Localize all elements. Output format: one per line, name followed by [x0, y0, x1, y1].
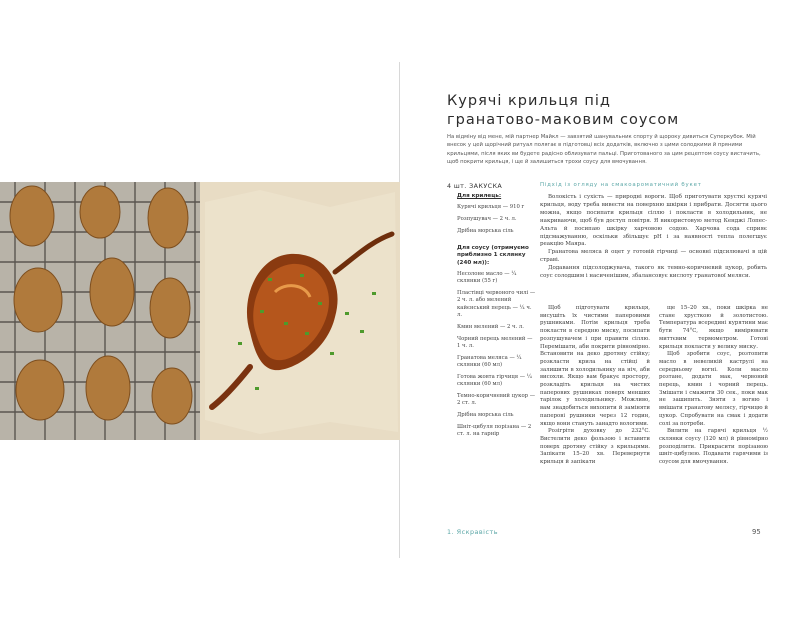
food-photo: [0, 182, 400, 440]
serving-info: 4 шт. ЗАКУСКА: [447, 182, 503, 190]
title-line-1: Курячі крильця під: [447, 93, 611, 109]
ingredient-item: Дрібна морська сіль: [457, 228, 514, 234]
ingredient-item: Темно-коричневий цукор — 2 ст. л.: [457, 392, 536, 407]
lead-paragraph: Гранатова меляса й оцет у готовій гірчиці — основні підсилювачі в цій страві.: [540, 249, 767, 264]
ingredient-item: Шніт-цибуля порізана — 2 ст. л. на гарнір: [457, 423, 532, 438]
chicken-wings-image: [0, 182, 400, 440]
method-column-1: [540, 305, 650, 467]
section-subhead: Підхід із огляду на смакоароматичний букет: [540, 182, 702, 188]
chapter-footer: 1. Яскравість: [447, 528, 498, 536]
ingredient-item: Несолоне масло — ¼ склянки (55 г): [457, 271, 517, 285]
ingredient-item: Чорний перець мелений — 1 ч. л.: [457, 335, 533, 349]
method-paragraph: Щоб підготувати крильця, висушіть їх чистими паперовими рушниками. Потім крильця треба покласти в середню миску, посипати розпушувачем і при правити сіллю. Перемішати, аби покрити рівномірно. Встановити на деко дротяну стійку; розкласти крила на стійці й залишити в холодильнику на ніч, аби висохли. Якщо вам бракує простору, розкладіть крильця на чистих паперових рушниках поверх менших тарілок у холодильнику. Можливо, вам знадобиться вихопити й заміняти паперові рушники через 12 годин, якщо вони стануть занадто вологими.: [540, 305, 650, 427]
ingredients-group-sauce: Для соусу (отримуємо приблизно 1 склянку (240 мл)):: [457, 244, 529, 266]
method-paragraph: ще 15–20 хв., поки шкірка не стане хрусткою й золотистою. Температура всередині курятини має бути 74°C, якщо вимірювати миттєвим термометром. Готові крильця покласти у велику миску.: [659, 305, 768, 350]
lead-paragraph: Волокість і сухість — природні вороги. Щоб приготувати хрусткі курячі крильця, воду треба вивести на поверхню шкірки і прибрати. Досягти цього можна, якщо посипати крильця сіллю і покласти в холодильник, не накриваючи, щоб був доступ повітря. Я використовую метод Кенджі Лопес-Альта й посипаю шкірку харчовою содою. Харчова сода сприяє підсмажуванню, оскільки збільшує pH і за наявності тепла полегшує реакцію Маяра.: [540, 194, 767, 248]
method-paragraph: Вилити на гарячі крильця ½ склянки соусу (120 мл) й рівномірно розподілити. Прикрасити порізаною шніт-цибулею. Подавати гарячими із соусом для вмочування.: [659, 428, 768, 466]
title-line-2: гранатово-маковим соусом: [447, 112, 680, 128]
lead-text: [540, 194, 767, 281]
ingredient-item: Готова жовта гірчиця — ¼ склянки (60 мл): [457, 373, 532, 388]
recipe-intro: На відміну від мене, мій партнер Майкл — завзятий шанувальник спорту й щороку дивиться Суперкубок. Мій внесок у цей щорічний ритуал полягає в підготовці всіх додатків, включно з цими солодкими й пряними крильцями, після яких ви будете радісно облизувати пальці. Приготованого за цим рецептом соусу вистачить, щоб покрити крильця, і ще й залишиться трохи соусу для вмочування.: [447, 134, 761, 166]
method-column-2: [659, 305, 768, 467]
ingredients-group-wings: Для крилець:: [457, 193, 502, 199]
ingredient-item: Пластівці червоного чилі — 2 ч. л. або мелений кайєнський перець — ¼ ч. л.: [457, 290, 536, 318]
method-paragraph: Розігріти духовку до 232°C. Вистелити деко фользою і вставити поверх дротяну стійку з крильцями. Запікати 15–20 хв. Перевернути крильця й запікати: [540, 428, 650, 466]
ingredient-item: Розпушувач — 2 ч. л.: [457, 216, 517, 223]
method-paragraph: Щоб зробити соус, розтопити масло в невеликій каструлі на середньому вогні. Коли масло розтане, додати мак, червоний перець, кмин і чорний перець. Змішати і смажити 30 сек., поки мак не зашипить. Зняти з вогню і вмішати гранатову мелясу, гірчицю й цукор. Спробувати на смак і додати солі за потреби.: [659, 351, 768, 427]
recipe-title: [447, 92, 747, 130]
ingredient-item: Дрібна морська сіль: [457, 411, 514, 418]
ingredient-item: Курячі крильця — 910 г: [457, 204, 525, 211]
ingredients-list: [457, 193, 537, 443]
ingredient-item: Гранатова меляса — ¼ склянки (60 мл): [457, 354, 522, 368]
ingredient-item: Кмин мелений — 2 ч. л.: [457, 323, 524, 330]
lead-paragraph: Додавання підсолоджувача, такого як темно-коричневий цукор, робить соус солодшим і насиченішим, збалансовує кислоту гранатової меляси.: [540, 265, 767, 280]
page-number: 95: [752, 528, 761, 536]
